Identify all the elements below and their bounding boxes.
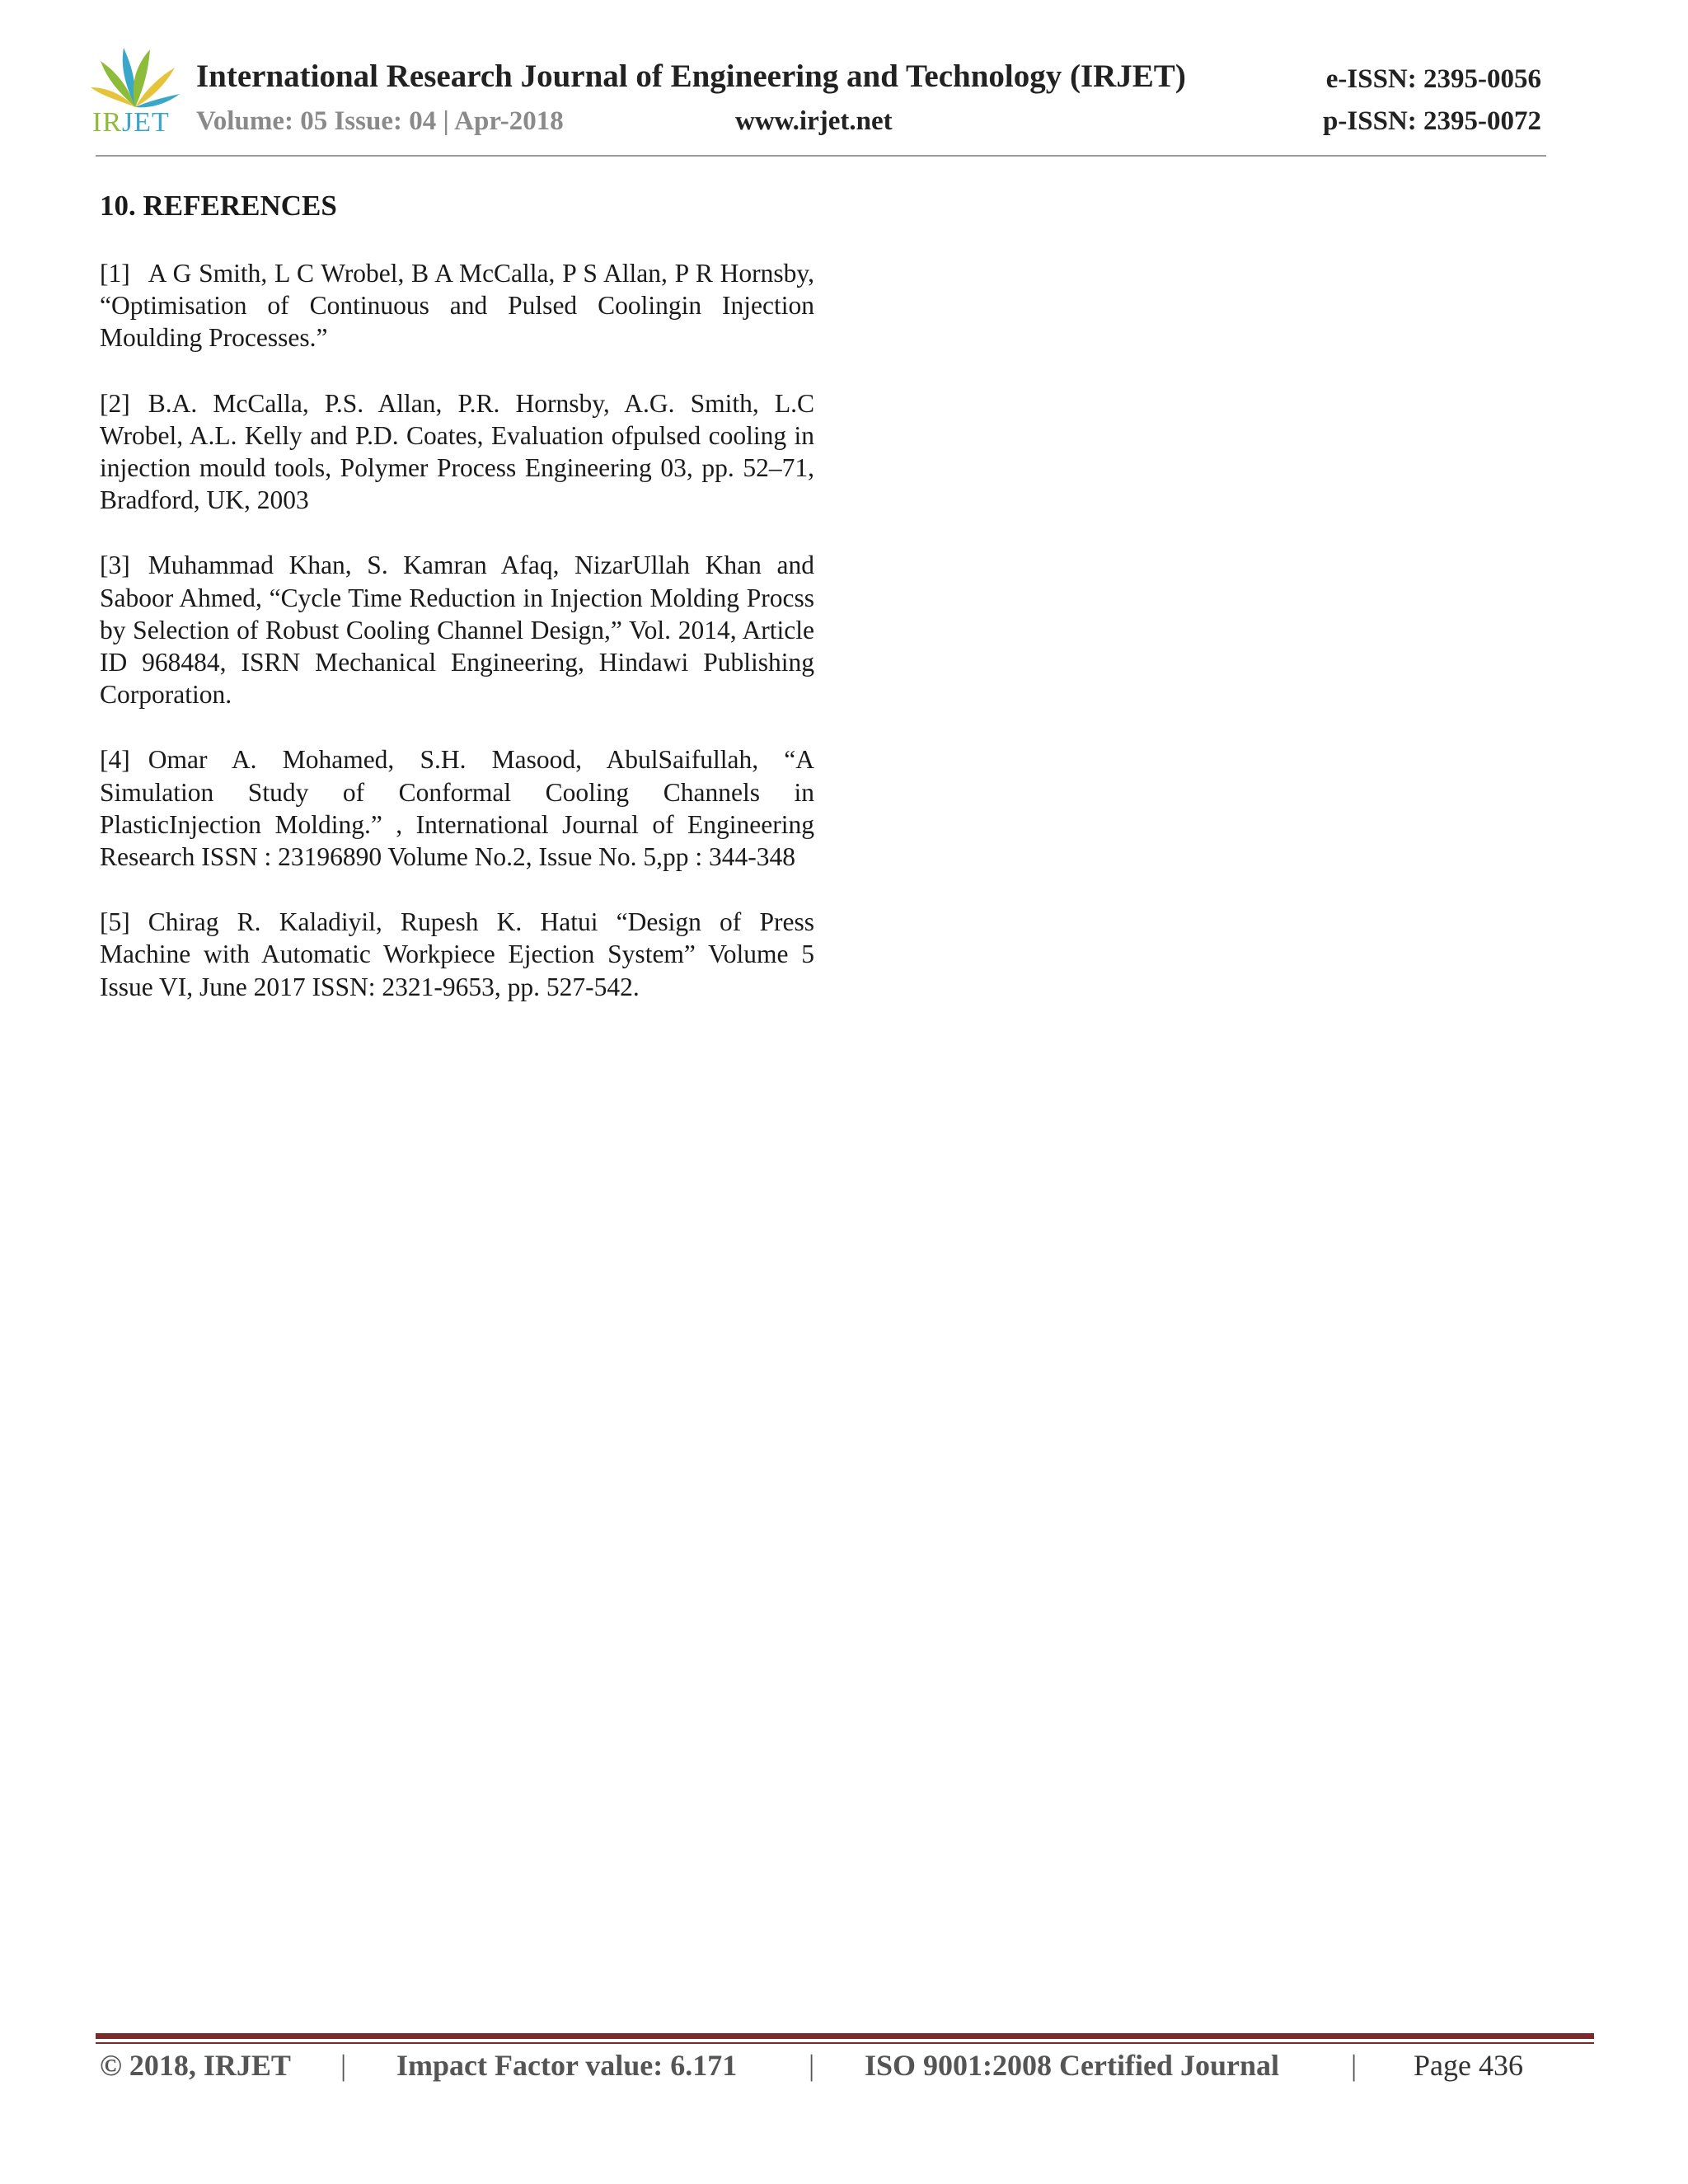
- reference-item: [100, 906, 814, 1003]
- irjet-logo: [89, 43, 181, 140]
- reference-number: [2]: [100, 388, 130, 418]
- header-divider: [96, 155, 1546, 157]
- footer-separator: |: [1351, 2049, 1357, 2082]
- reference-text: B.A. McCalla, P.S. Allan, P.R. Hornsby, A.G. Smith, L.C Wrobel, A.L. Kelly and P.D. Coates, Evaluation ofpulsed cooling in injection mould tools, Polymer Process Engineering 03, pp. 52–71, Bradford, UK, 2003: [100, 388, 814, 515]
- footer-divider-thick: [96, 2033, 1594, 2039]
- logo-text-ir: IR: [92, 107, 122, 138]
- reference-item: [100, 257, 814, 354]
- reference-item: [100, 743, 814, 873]
- volume-issue: Volume: 05 Issue: 04 | Apr-2018: [196, 106, 564, 136]
- footer-page-number: Page 436: [1414, 2049, 1523, 2082]
- reference-number: [5]: [100, 907, 130, 937]
- irjet-leaf-logo-icon: [89, 43, 181, 109]
- journal-website: www.irjet.net: [735, 106, 893, 136]
- footer-iso-certification: ISO 9001:2008 Certified Journal: [865, 2049, 1279, 2082]
- logo-wordmark: [92, 107, 170, 138]
- reference-list: [100, 257, 814, 1036]
- footer-divider-thin: [96, 2042, 1594, 2044]
- reference-text: Omar A. Mohamed, S.H. Masood, AbulSaifullah, “A Simulation Study of Conformal Cooling Channels in PlasticInjection Molding.” , International Journal of Engineering Research ISSN : 23196890 Volume No.2, Issue No. 5,pp : 344-348: [100, 745, 814, 872]
- footer-copyright: © 2018, IRJET: [100, 2049, 291, 2082]
- footer-impact-factor: Impact Factor value: 6.171: [396, 2049, 738, 2082]
- reference-item: [100, 387, 814, 517]
- reference-number: [3]: [100, 551, 130, 580]
- footer-separator: |: [809, 2049, 815, 2082]
- journal-title: International Research Journal of Engineering and Technology (IRJET): [196, 59, 1186, 94]
- pissn: p-ISSN: 2395-0072: [1323, 106, 1541, 136]
- reference-text: A G Smith, L C Wrobel, B A McCalla, P S Allan, P R Hornsby, “Optimisation of Continuous and Pulsed Coolingin Injection Moulding Processes.”: [100, 259, 814, 353]
- reference-text: Muhammad Khan, S. Kamran Afaq, NizarUllah Khan and Saboor Ahmed, “Cycle Time Reduction in Injection Molding Procss by Selection of Robust Cooling Channel Design,” Vol. 2014, Article ID 968484, ISRN Mechanical Engineering, Hindawi Publishing Corporation.: [100, 551, 814, 710]
- page-footer: [100, 2048, 1534, 2089]
- section-heading: 10. REFERENCES: [100, 190, 337, 222]
- eissn: e-ISSN: 2395-0056: [1325, 64, 1541, 94]
- reference-number: [4]: [100, 745, 130, 775]
- reference-item: [100, 549, 814, 710]
- reference-text: Chirag R. Kaladiyil, Rupesh K. Hatui “Design of Press Machine with Automatic Workpiece Ejection System” Volume 5 Issue VI, June 2017 ISSN: 2321-9653, pp. 527-542.: [100, 907, 814, 1001]
- reference-number: [1]: [100, 259, 130, 288]
- footer-separator: |: [340, 2049, 347, 2082]
- logo-text-jet: JET: [122, 107, 170, 138]
